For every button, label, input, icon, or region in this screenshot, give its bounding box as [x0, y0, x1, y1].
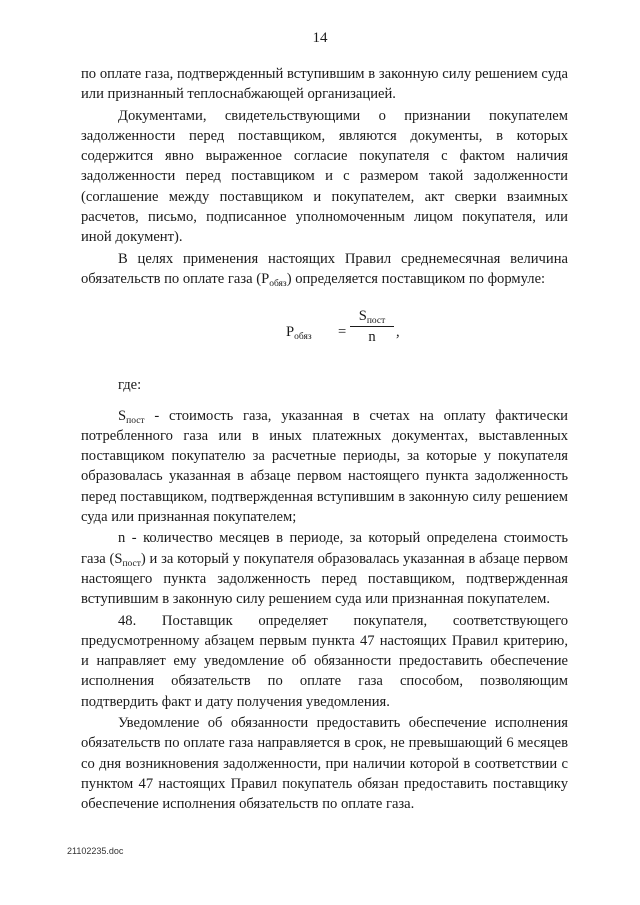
where-label: где: — [118, 377, 142, 394]
paragraph-notification-term: Уведомление об обязанности предоставить обеспечение исполнения обязательств по оплате газа направляется в срок, не превышающий 6 месяцев со дня возникновения задолженности, при наличии которой в соответствии с пунктом 47 настоящих Правил покупатель обязан предоставить поставщику обеспечение исполнения обязательств по оплате газа. — [81, 715, 568, 813]
paragraph-n-definition — [81, 528, 568, 609]
paragraph-continuation: по оплате газа, подтвержденный вступившим в законную силу решением суда или признанный теплоснабжающей организацией. — [81, 66, 568, 103]
footer-doc-code: 21102235.doc — [67, 846, 124, 856]
s-definition-text: - стоимость газа, указанная в счетах на оплату фактически потребленного газа или в иных платежных документах, выставленных поставщиком покупателю за расчетные периоды, за которые у покупателя образовалась указанная в абзаце первом настоящего пункта задолженность перед поставщиком, подтвержденная вступившим в законную силу решением суда или признанная покупателем; — [81, 407, 568, 526]
page-number: 14 — [312, 30, 328, 46]
formula-equals: = — [338, 324, 347, 341]
n-definition-text-after: ) и за который у покупателя образовалась указанная в абзаце первом настоящего пункта задолженность перед поставщиком, подтвержденная вступившим в законную силу решением суда или признанная покупателем. — [81, 550, 568, 608]
paragraph-formula-intro — [81, 249, 568, 290]
n-definition-subscript: пост — [122, 558, 141, 569]
paragraph-item-48: 48. Поставщик определяет покупателя, соответствующего предусмотренному абзацем первым пункта 47 настоящих Правил критерию, и направляет ему уведомление об обязанности предоставить обеспечение исполнения обязательств по оплате газа способом, позволяющим подтвердить факт и дату получения уведомления. — [81, 612, 568, 710]
formula-fraction — [350, 307, 394, 347]
paragraph-debt-documents: Документами, свидетельствующими о признании покупателем задолженности перед поставщиком, являются документы, в которых содержится явно выраженное согласие покупателя с фактом наличия задолженности перед поставщиком и с размером такой задолженности (соглашение между поставщиком и покупателем, акт сверки взаимных расчетов, письмо, подписанное уполномоченным лицом покупателя, или иной документ). — [81, 107, 568, 246]
paragraph-s-definition — [81, 406, 568, 528]
formula-lhs-symbol: P — [286, 324, 295, 341]
n-definition-text-before: n - количество месяцев в периоде, за который определена стоимость газа (S — [81, 530, 568, 567]
formula-intro-text-before: В целях применения настоящих Правил среднемесячная величина обязательств по оплате газа (P — [81, 250, 568, 287]
formula-intro-text-after: ) определяется поставщиком по формуле: — [286, 270, 546, 287]
formula-numerator-subscript: пост — [366, 316, 386, 327]
formula-intro-subscript: обяз — [269, 278, 287, 289]
formula-denominator: n — [368, 329, 376, 346]
document-body — [81, 64, 568, 815]
formula — [286, 307, 400, 353]
s-definition-subscript: пост — [126, 415, 145, 426]
formula-lhs-subscript: обяз — [294, 332, 312, 343]
s-definition-symbol: S — [118, 407, 127, 424]
formula-lhs — [286, 322, 312, 342]
formula-block — [81, 301, 568, 361]
formula-comma: , — [396, 324, 400, 341]
formula-numerator-symbol: S — [358, 308, 367, 325]
formula-numerator — [350, 307, 394, 327]
